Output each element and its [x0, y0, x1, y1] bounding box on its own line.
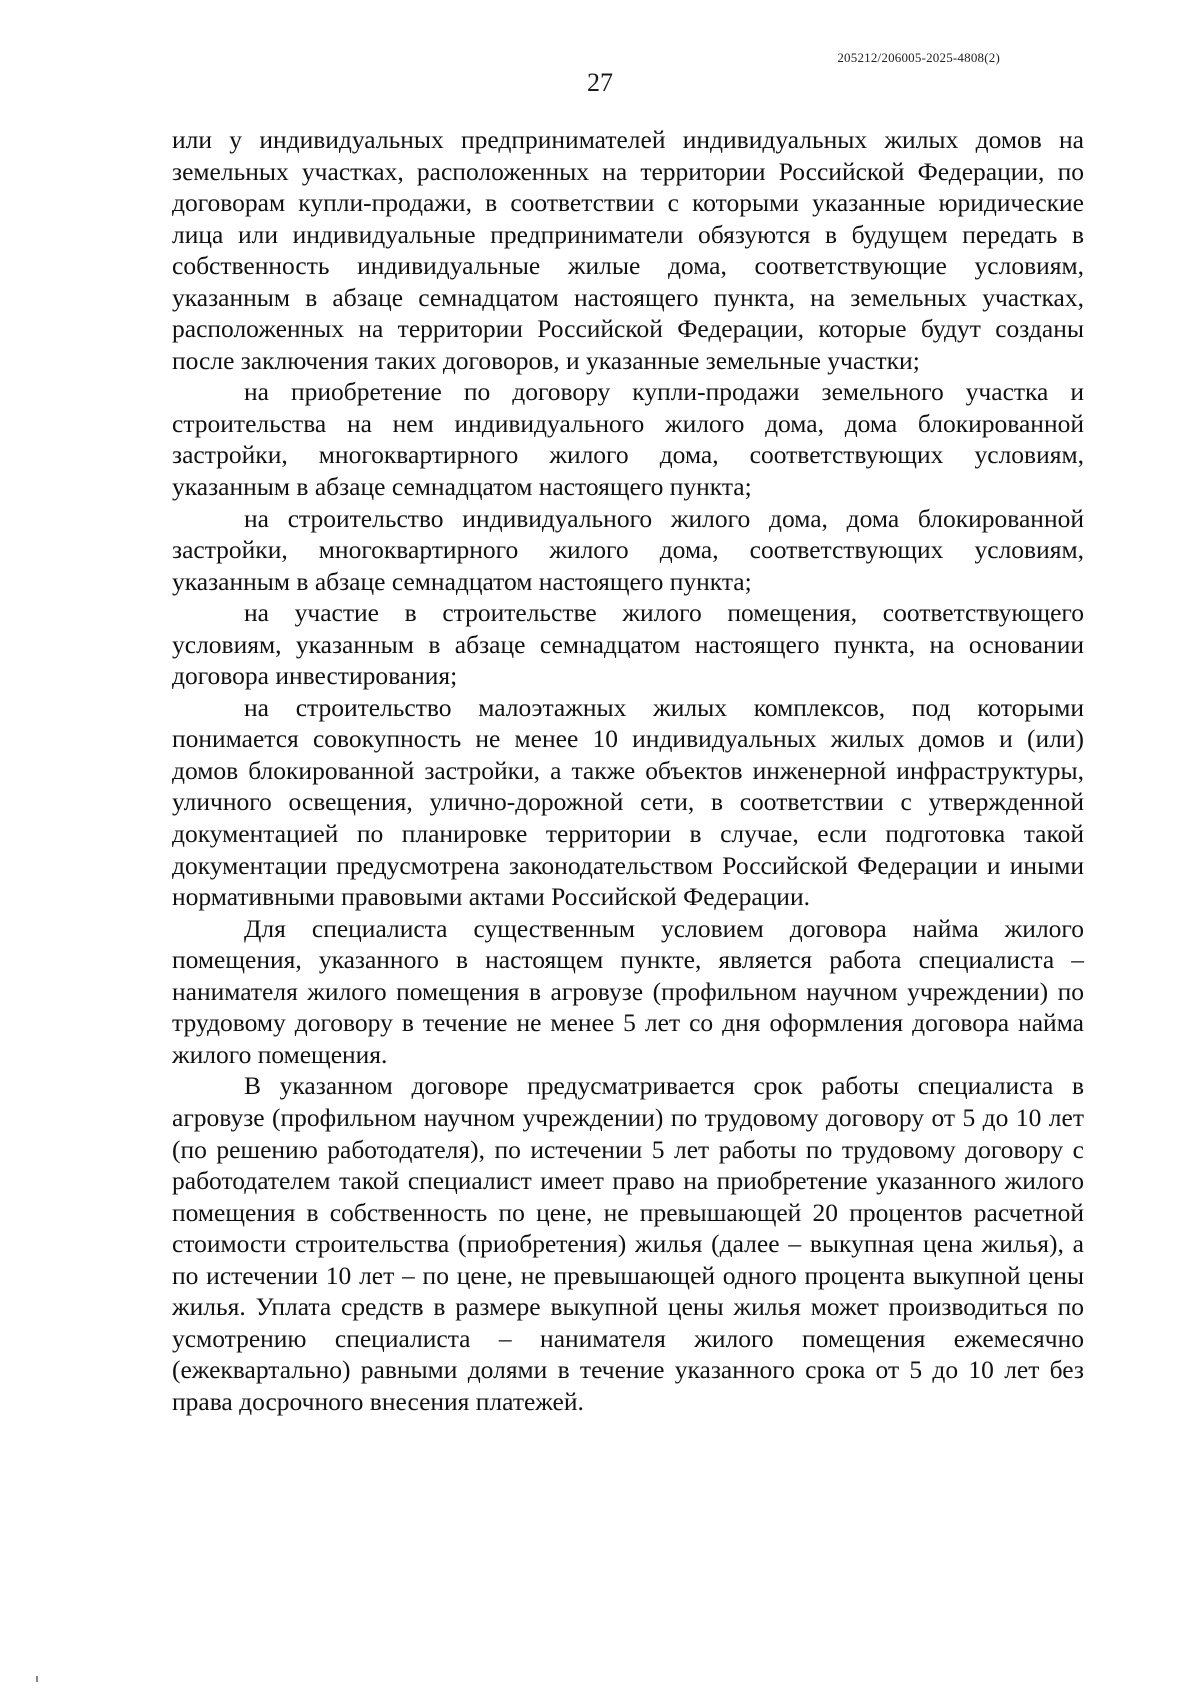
paragraph: или у индивидуальных предпринимателей индивидуальных жилых домов на земельных участках, расположенных на территории Российской Федерации, по договорам купли-продажи, в соответствии с которыми указанные юридические лица или индивидуальные предприниматели обязуются в будущем передать в собственность индивидуальные жилые дома, соответствующие условиям, указанным в абзаце семнадцатом настоящего пункта, на земельных участках, расположенных на территории Российской Федерации, которые будут созданы после заключения таких договоров, и указанные земельные участки;: [172, 125, 1084, 375]
paragraph: Для специалиста существенным условием договора найма жилого помещения, указанного в настоящем пункте, является работа специалиста – нанимателя жилого помещения в агровузе (профильном научном учреждении) по трудовому договору в течение не менее 5 лет со дня оформления договора найма жилого помещения.: [172, 913, 1084, 1069]
page-number: 27: [587, 68, 613, 97]
paragraph: В указанном договоре предусматривается срок работы специалиста в агровузе (профильном научном учреждении) по трудовому договору от 5 до 10 лет (по решению работодателя), по истечении 5 лет работы по трудовому договору с работодателем такой специалист имеет право на приобретение указанного жилого помещения в собственность по цене, не превышающей 20 процентов расчетной стоимости строительства (приобретения) жилья (далее – выкупная цена жилья), а по истечении 10 лет – по цене, не превышающей одного процента выкупной цены жилья. Уплата средств в размере выкупной цены жилья может производиться по усмотрению специалиста – нанимателя жилого помещения ежемесячно (ежеквартально) равными долями в течение указанного срока от 5 до 10 лет без права досрочного внесения платежей.: [172, 1071, 1084, 1416]
paragraph: на участие в строительстве жилого помещения, соответствующего условиям, указанным в абзаце семнадцатом настоящего пункта, на основании договора инвестирования;: [172, 598, 1084, 691]
scan-artifact: [36, 1676, 38, 1682]
paragraph: на приобретение по договору купли-продажи земельного участка и строительства на нем индивидуального жилого дома, дома блокированной застройки, многоквартирного жилого дома, соответствующих условиям, указанным в абзаце семнадцатом настоящего пункта;: [172, 377, 1084, 502]
paragraph: на строительство малоэтажных жилых комплексов, под которыми понимается совокупность не менее 10 индивидуальных жилых домов и (или) домов блокированной застройки, а также объектов инженерной инфраструктуры, уличного освещения, улично-дорожной сети, в соответствии с утвержденной документацией по планировке территории в случае, если подготовка такой документации предусмотрена законодательством Российской Федерации и иными нормативными правовыми актами Российской Федерации.: [172, 692, 1084, 912]
paragraph: на строительство индивидуального жилого дома, дома блокированной застройки, многоквартирного жилого дома, соответствующих условиям, указанным в абзаце семнадцатом настоящего пункта;: [172, 503, 1084, 596]
document-body: [172, 124, 1084, 1417]
document-id: 205212/206005-2025-4808(2): [837, 50, 1000, 65]
